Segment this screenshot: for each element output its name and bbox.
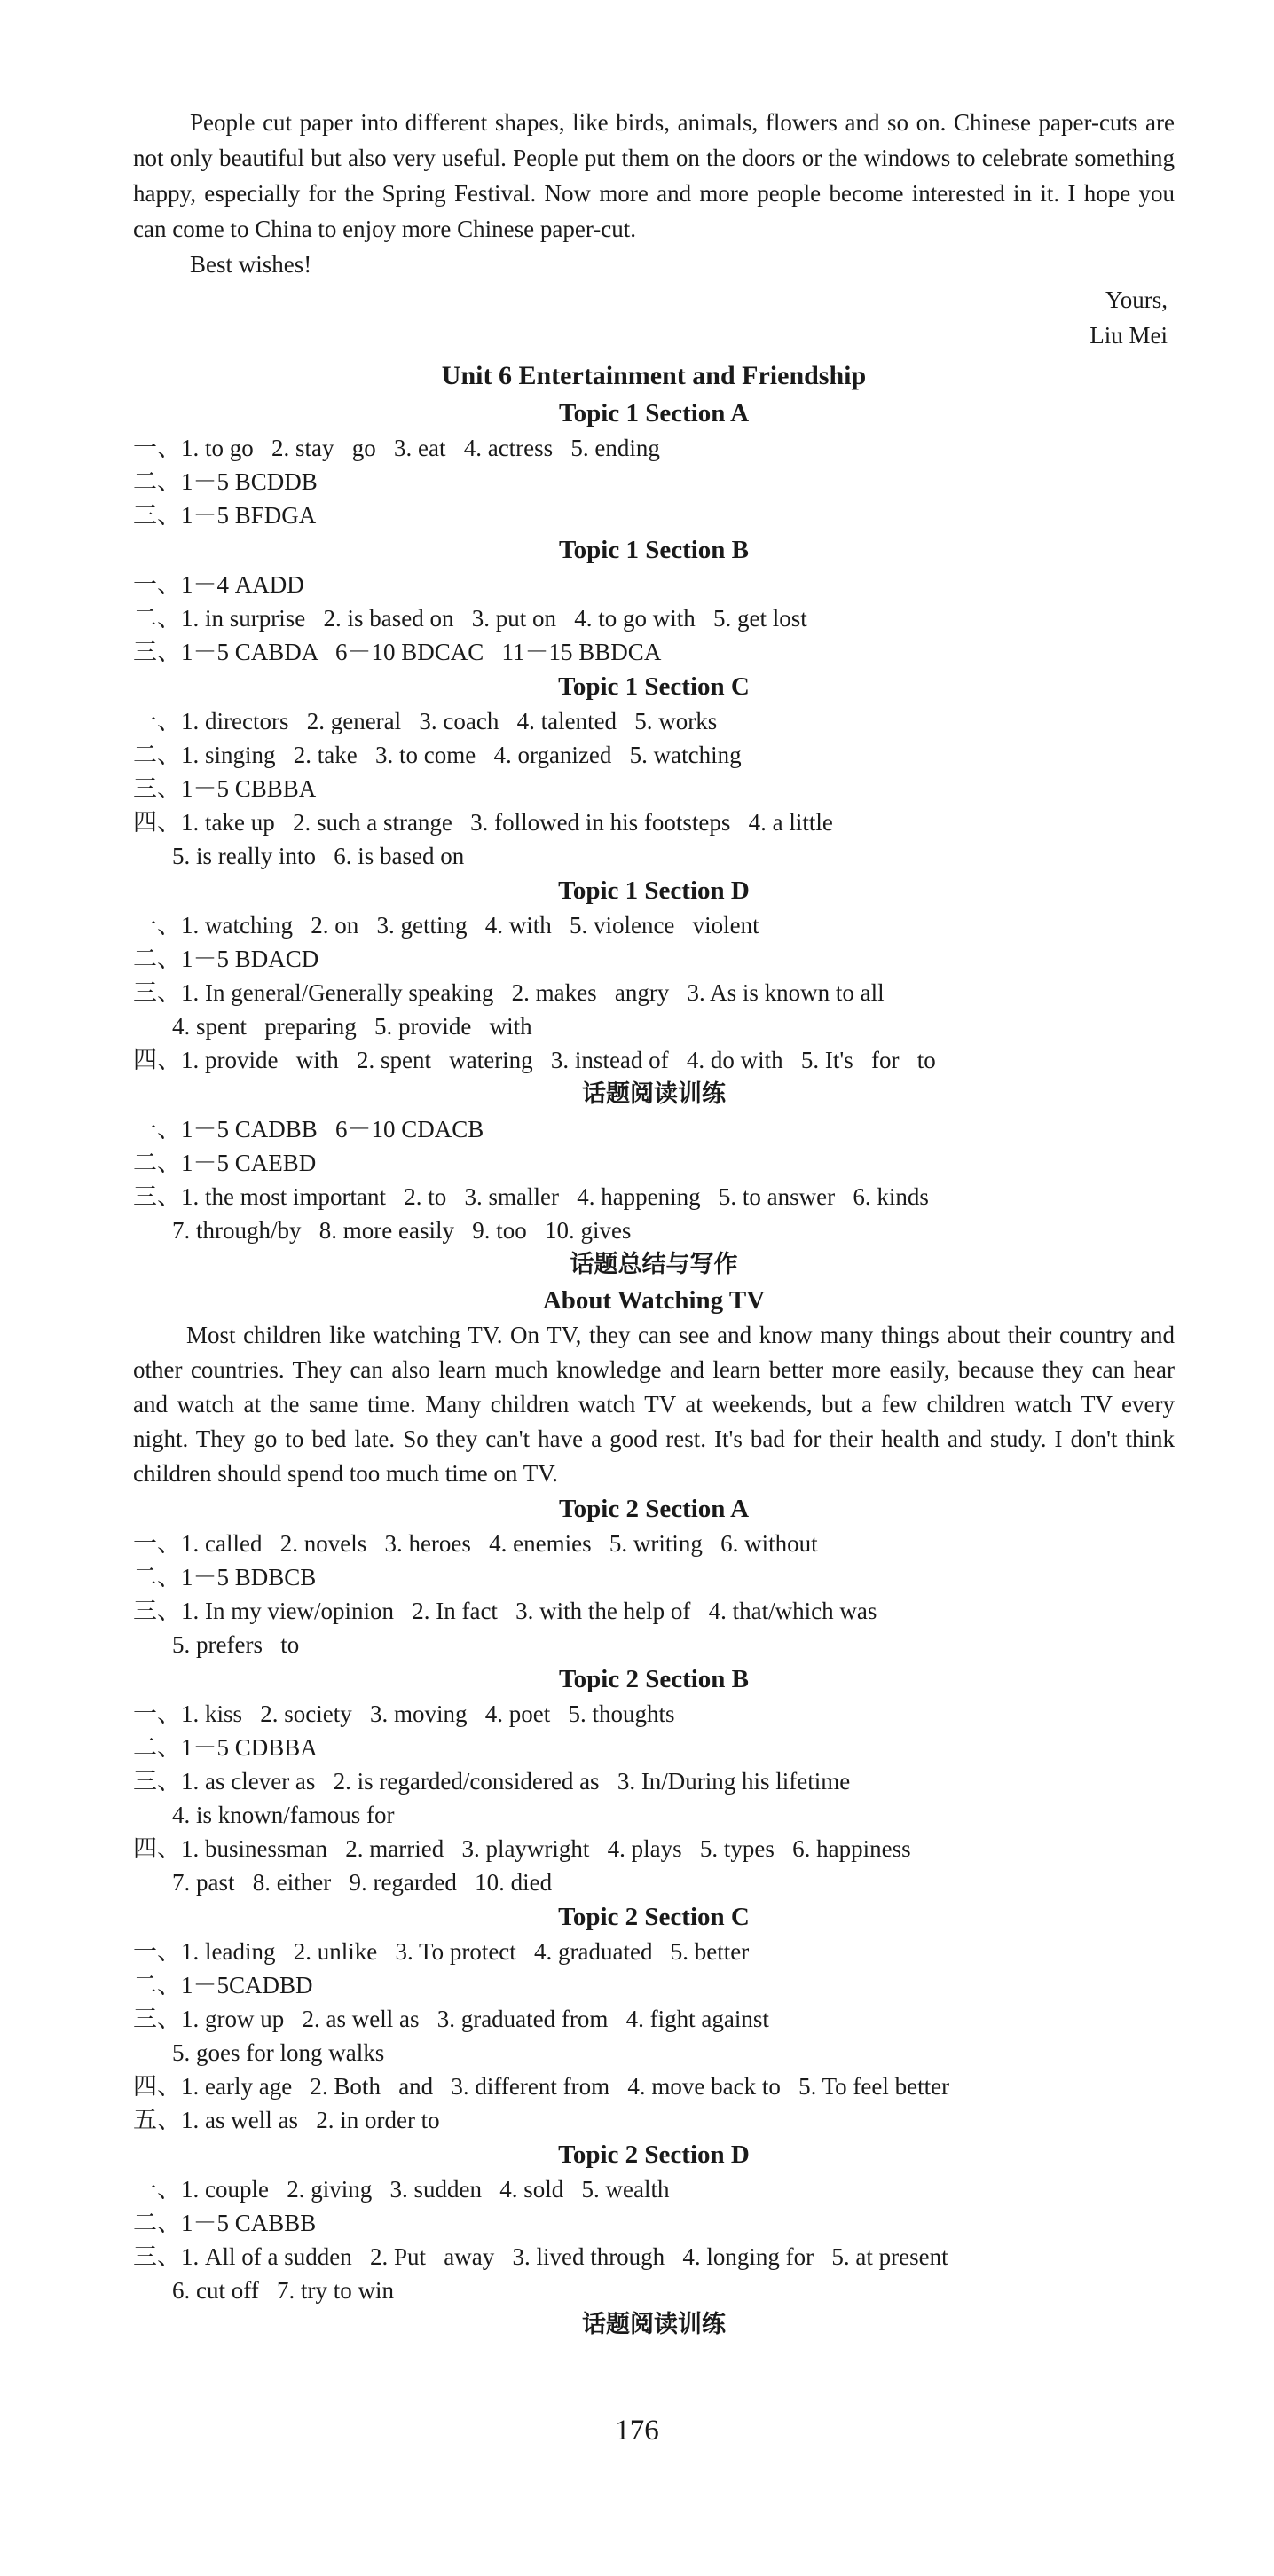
page-number: 176 — [615, 2415, 659, 2446]
answer-line: 三、1－5 CABDA 6－10 BDCAC 11－15 BBDCA — [133, 639, 662, 665]
reading-practice-title: 话题阅读训练 — [582, 2311, 726, 2338]
section-title: Topic 1 Section B — [558, 536, 750, 564]
answer-line: 三、1. In my view/opinion 2. In fact 3. with the help of 4. that/which was — [133, 1598, 877, 1624]
answer-line: 三、1. All of a sudden 2. Put away 3. lived through 4. longing for 5. at present — [133, 2243, 948, 2270]
answer-line-continued: 5. prefers to — [172, 1631, 300, 1658]
letter-signature: Liu Mei — [1089, 322, 1168, 349]
answer-line: 一、1. directors 2. general 3. coach 4. talented 5. works — [133, 708, 718, 734]
answer-line: 二、1－5 BDBCB — [133, 1564, 317, 1590]
answer-line-continued: 7. past 8. either 9. regarded 10. died — [172, 1869, 553, 1896]
answer-line: 三、1－5 BFDGA — [133, 502, 317, 529]
answer-line: 二、1－5 CAEBD — [133, 1150, 317, 1176]
essay-paragraph: Most children like watching TV. On TV, they can see and know many things about their country and other countries. They can also learn much knowledge and learn better more easily, because they can hear and watch at the same time. Many children watch TV at weekends, but a few children watch TV every night. They go to bed late. So they can't have a good rest. It's bad for their health and study. I don't think children should spend too much time on TV. — [133, 1322, 1175, 1487]
answer-line-continued: 5. is really into 6. is based on — [172, 843, 465, 869]
answer-line: 五、1. as well as 2. in order to — [133, 2107, 440, 2133]
answer-line-continued: 4. spent preparing 5. provide with — [172, 1013, 532, 1040]
answer-line-continued: 7. through/by 8. more easily 9. too 10. gives — [172, 1217, 632, 1244]
answer-line: 二、1. singing 2. take 3. to come 4. organized 5. watching — [133, 742, 742, 768]
answer-line: 四、1. take up 2. such a strange 3. followed in his footsteps 4. a little — [133, 809, 833, 836]
answer-line: 一、1. leading 2. unlike 3. To protect 4. graduated 5. better — [133, 1938, 750, 1965]
answer-line: 三、1. grow up 2. as well as 3. graduated from 4. fight against — [133, 2006, 769, 2032]
answer-line: 一、1. couple 2. giving 3. sudden 4. sold 5. wealth — [133, 2176, 670, 2203]
section-title: Topic 1 Section D — [558, 876, 750, 905]
letter-paragraph: People cut paper into different shapes, like birds, animals, flowers and so on. Chinese paper-cuts are not only beautiful but also very useful. People put them on the doors or the windows to celebrate something happy, especially for the Spring Festival. Now more and more people become interested in it. I hope you can come to China to enjoy more Chinese paper-cut. — [133, 109, 1175, 242]
answer-line: 四、1. provide with 2. spent watering 3. instead of 4. do with 5. It's for to — [133, 1047, 936, 1073]
essay-title: About Watching TV — [542, 1286, 766, 1315]
section-title: Topic 2 Section A — [558, 1495, 750, 1523]
section-title: Topic 2 Section D — [558, 2140, 750, 2169]
answer-line: 三、1. the most important 2. to 3. smaller 4. happening 5. to answer 6. kinds — [133, 1183, 929, 1210]
letter-closing-wish: Best wishes! — [190, 251, 312, 278]
reading-practice-title: 话题阅读训练 — [582, 1080, 726, 1108]
answer-line: 二、1－5 BCDDB — [133, 468, 318, 495]
answer-line: 一、1. kiss 2. society 3. moving 4. poet 5. thoughts — [133, 1700, 675, 1727]
answer-line-continued: 5. goes for long walks — [172, 2039, 385, 2066]
answer-line: 四、1. businessman 2. married 3. playwright 4. plays 5. types 6. happiness — [133, 1835, 911, 1862]
answer-line: 一、1. called 2. novels 3. heroes 4. enemies 5. writing 6. without — [133, 1530, 818, 1557]
answer-line: 一、1－4 AADD — [133, 571, 304, 598]
answer-line-continued: 4. is known/famous for — [172, 1802, 395, 1828]
answer-line: 二、1. in surprise 2. is based on 3. put on 4. to go with 5. get lost — [133, 605, 807, 632]
letter-closing: Yours, — [1105, 287, 1168, 313]
answer-line: 三、1. as clever as 2. is regarded/considered as 3. In/During his lifetime — [133, 1768, 851, 1795]
summary-writing-title: 话题总结与写作 — [570, 1251, 738, 1278]
section-title: Topic 1 Section C — [558, 672, 750, 701]
answer-line: 三、1. In general/Generally speaking 2. makes angry 3. As is known to all — [133, 979, 885, 1006]
section-title: Topic 1 Section A — [558, 399, 750, 428]
answer-line-continued: 6. cut off 7. try to win — [172, 2277, 394, 2304]
section-title: Topic 2 Section B — [558, 1665, 750, 1693]
answer-line: 一、1. watching 2. on 3. getting 4. with 5. violence violent — [133, 912, 759, 939]
answer-line: 四、1. early age 2. Both and 3. different from 4. move back to 5. To feel better — [133, 2073, 950, 2100]
answer-line: 二、1－5 CDBBA — [133, 1734, 318, 1761]
unit-title: Unit 6 Entertainment and Friendship — [441, 361, 867, 390]
answer-line: 二、1－5 CABBB — [133, 2210, 317, 2236]
answer-line: 一、1－5 CADBB 6－10 CDACB — [133, 1116, 484, 1143]
answer-line: 二、1－5CADBD — [133, 1972, 313, 1999]
answer-line: 一、1. to go 2. stay go 3. eat 4. actress 5. ending — [133, 435, 660, 461]
section-title: Topic 2 Section C — [558, 1903, 750, 1931]
answer-line: 三、1－5 CBBBA — [133, 775, 317, 802]
answer-line: 二、1－5 BDACD — [133, 946, 319, 972]
